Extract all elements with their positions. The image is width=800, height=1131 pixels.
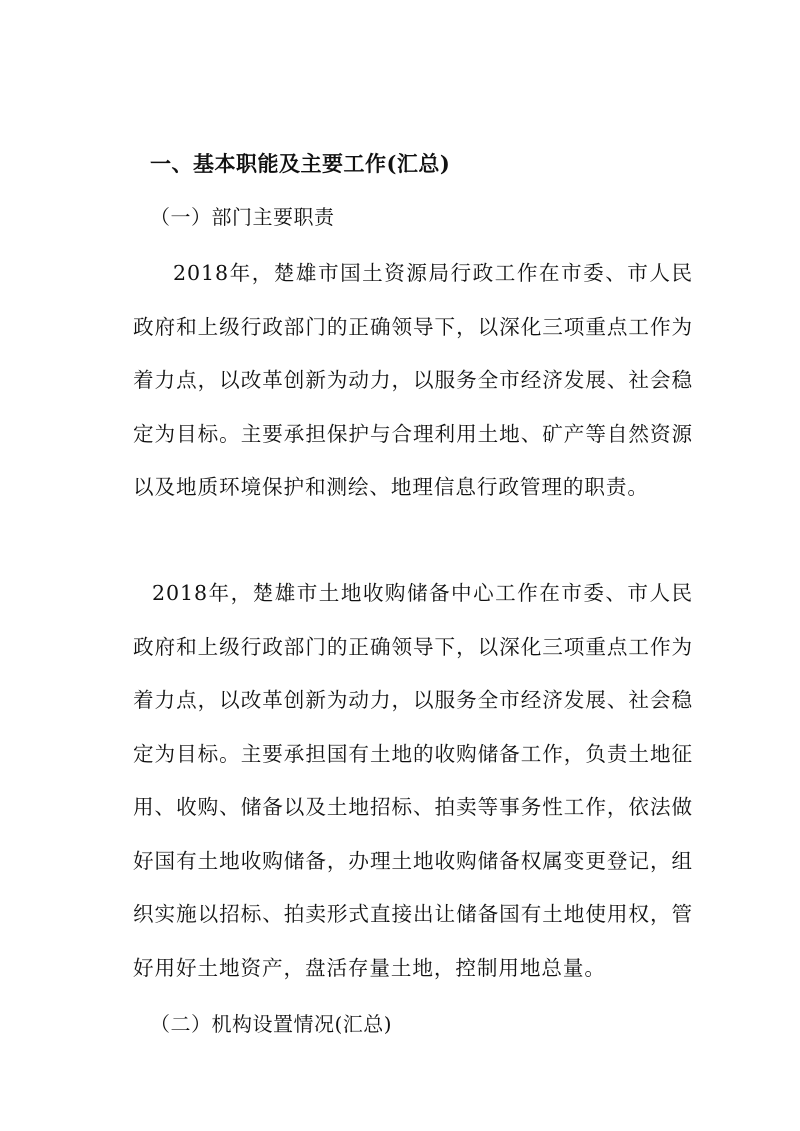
subsection-heading-organization: （二）机构设置情况(汇总): [150, 1012, 393, 1036]
subsection-heading-duties: （一）部门主要职责: [150, 205, 335, 229]
paragraph-land-reserve-center: 2018年，楚雄市土地收购储备中心工作在市委、市人民政府和上级行政部门的正确领导下，以深化三项重点工作为着力点，以改革创新为动力，以服务全市经济发展、社会稳定为目标。主要承担国有土地的收购储备工作，负责土地征用、收购、储备以及土地招标、拍卖等事务性工作，依法做好国有土地收购储备，办理土地收购储备权属变更登记，组织实施以招标、拍卖形式直接出让储备国有土地使用权，管好用好土地资产，盘活存量土地，控制用地总量。: [133, 581, 693, 980]
paragraph-land-resources-bureau: 2018年，楚雄市国土资源局行政工作在市委、市人民政府和上级行政部门的正确领导下，以深化三项重点工作为着力点，以改革创新为动力，以服务全市经济发展、社会稳定为目标。主要承担保护与合理利用土地、矿产等自然资源以及地质环境保护和测绘、地理信息行政管理的职责。: [133, 261, 693, 499]
section-heading: 一、基本职能及主要工作(汇总): [150, 151, 451, 176]
